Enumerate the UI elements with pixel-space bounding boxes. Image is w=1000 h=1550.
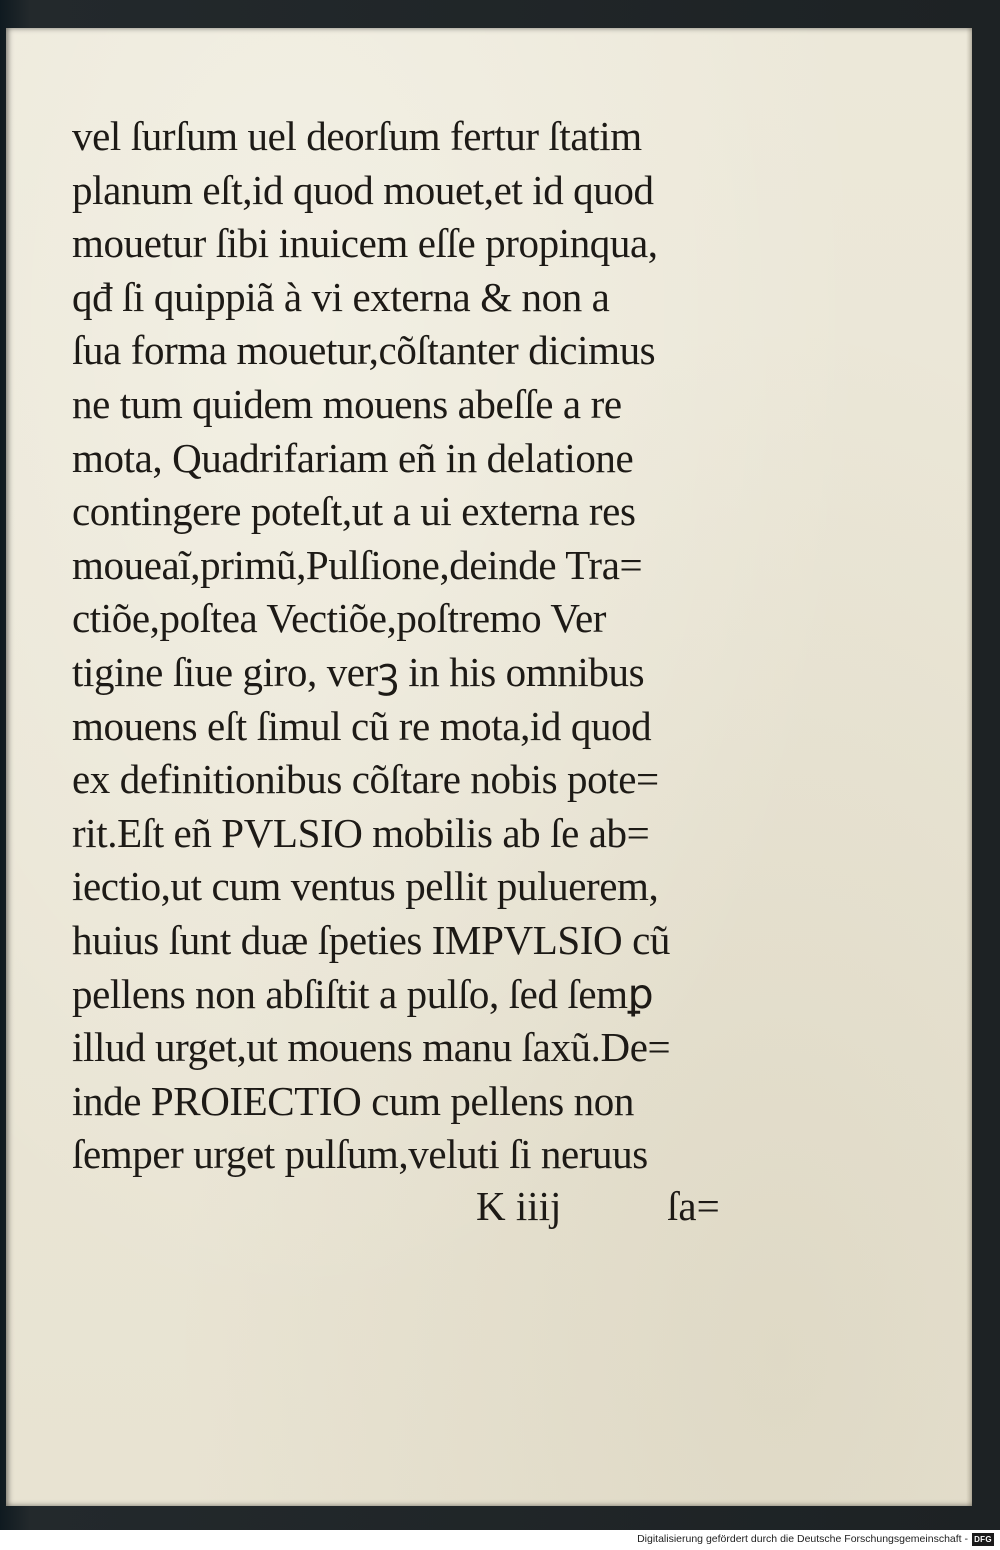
text-line: planum eſt,id quod mouet,et id quod	[72, 166, 654, 213]
signature-mark: K iiij	[476, 1183, 562, 1229]
text-line: pellens non abſiſtit a pulſo, ſed ſemꝑ	[72, 970, 654, 1017]
text-line: ſemper urget pulſum,veluti ſi neruus	[72, 1131, 648, 1178]
text-line: mouetur ſibi inuicem eſſe propinqua,	[72, 220, 658, 267]
text-line: moueaĩ,primũ,Pulſione,deinde Tra=	[72, 541, 643, 588]
text-line: rit.Eſt eñ PVLSIO mobilis ab ſe ab=	[72, 809, 650, 856]
dfg-logo: DFG	[972, 1533, 994, 1546]
text-line: ex definitionibus cõſtare nobis pote=	[72, 756, 659, 803]
text-line: illud urget,ut mouens manu ſaxũ.De=	[72, 1024, 671, 1071]
text-line: ſua forma mouetur,cõſtanter dicimus	[72, 327, 656, 374]
text-line: qđ ſi quippiã à vi externa & non a	[72, 273, 610, 320]
text-line: vel ſurſum uel deorſum fertur ſtatim	[72, 113, 642, 159]
page-edge-shadow	[966, 28, 972, 1506]
text-line: ctiõe,poſtea Vectiõe,poſtremo Ver	[72, 595, 607, 642]
footer-bar	[0, 1530, 1000, 1550]
text-line: tigine ſiue giro, verꝫ in his omnibus	[72, 648, 645, 695]
body-text	[72, 110, 772, 1182]
text-line: huius ſunt duæ ſpeties IMPVLSIO cũ	[72, 916, 670, 963]
footer-credit: Digitalisierung gefördert durch die Deutsche Forschungsgemeinschaft -	[637, 1533, 968, 1545]
text-line: iectio,ut cum ventus pellit puluerem,	[72, 863, 659, 910]
text-line: mota, Quadrifariam eñ in delatione	[72, 434, 634, 481]
page-foot	[72, 1182, 762, 1236]
text-line: inde PROIECTIO cum pellens non	[72, 1077, 634, 1124]
text-line: mouens eſt ſimul cũ re mota,id quod	[72, 702, 652, 749]
text-line: ne tum quidem mouens abeſſe a re	[72, 380, 622, 427]
text-line: contingere poteſt,ut a ui externa res	[72, 488, 636, 535]
catchword: ſa=	[667, 1183, 720, 1229]
